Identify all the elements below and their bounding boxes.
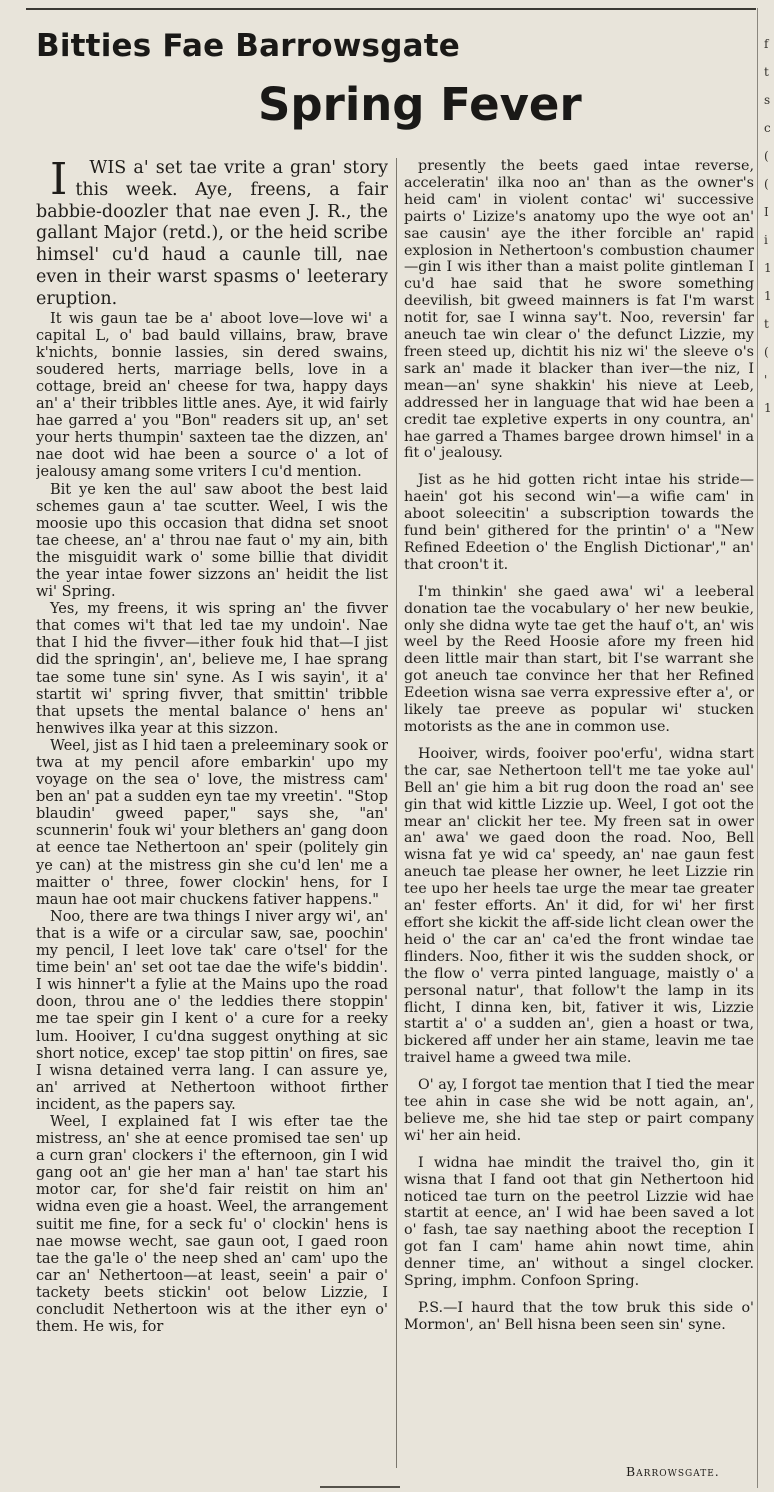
edge-letter: 1 [764,401,772,415]
top-rule [26,8,756,10]
edge-letter: ( [764,177,769,191]
article-paragraph: presently the beets gaed intae reverse, acceleratin' ilka noo an' than as the owner's heid cam' in violent contac' wi' successive pairts o' Lizize's anatomy upo the wye oot an' sae causin' aye the ither forcible an' rapid explosion in Nethertoon's combustion chaumer—gin I wis ither than a maist polite gintleman I cu'd hae said that he swore something deevilish, bit gweed mainners is fat I'm warst notit for, sae I winna say't. Noo, reversin' far aneuch tae win clear o' the defunct Lizzie, my freen steed up, dichtit his niz wi' the sleeve o's sark an' made it blacker than iver—the niz, I mean—an' syne shakkin' his nieve at Leeb, addressed her in language that wid hae been a credit tae expletive experts in ony countra, an' hae garred a Thames bargee drown himsel' in a fit o' jealousy. [404,158,754,462]
byline-signature: Barrowsgate. [626,1464,720,1479]
article-paragraph: Hooiver, wirds, fooiver poo'erfu', widna start the car, sae Nethertoon tell't me tae yoke aul' Bell an' gie him a bit rug doon the road an' see gin that wid kittle Lizzie up. Weel, I got oot the mear an' clickit her tee. My freen sat in ower an' awa' we gaed doon the road. Noo, Bell wisna fat ye wid ca' speedy, an' nae gaun fest aneuch tae please her owner, he leet Lizzie rin tee upo her heels tae urge the mear tae greater an' fester efforts. An' it did, for wi' her first effort she kickit the aff-side licht clean ower the heid o' the car an' ca'ed the front windae tae flinders. Noo, fither it wis the sudden shock, or the flow o' verra pinted language, maistly o' a personal natur', that follow't the lamp in its flicht, I dinna ken, bit, fativer it wis, Lizzie startit a' o' a sudden an', gien a hoast or twa, bickered aff under her ain stame, leavin me tae traivel hame a gweed twa mile. [404,745,754,1067]
edge-letter: 1 [764,261,772,275]
edge-letter: i [764,233,768,247]
lead-paragraph [36,158,388,311]
edge-letter: ( [764,149,769,163]
right-column-rule [757,8,758,1488]
article-paragraph: Bit ye ken the aul' saw aboot the best laid schemes gaun a' tae scutter. Weel, I wis the moosie upo this occasion that didna set snoot tae cheese, an' a' throu nae faut o' my ain, bith the misguidit wark o' some billie that dividit the year intae fower sizzons an' heidit the list wi' Spring. [36,481,388,601]
article-paragraph: Weel, I explained fat I wis efter tae the mistress, an' she at eence promised tae sen' up a curn gran' clockers i' the efternoon, gin I wid gang oot an' gie her man a' han' tae start his motor car, for she'd fair reistit on him an' widna even gie a hoast. Weel, the arrangement suitit me fine, for a seck fu' o' clockin' hens is nae mowse wecht, sae gaun oot, I gaed roon tae the ga'le o' the neep shed an' cam' upo the car an' Nethertoon—at least, seein' a pair o' tackety beets stickin' oot below Lizzie, I concludit Nethertoon wis at the ither eyn o' them. He wis, for [36,1113,388,1336]
article-paragraph: I widna hae mindit the traivel tho, gin it wisna that I fand oot that gin Nethertoon hid noticed tae turn on the peetrol Lizzie wid hae startit at eence, an' I wid hae been saved a lot o' fash, tae say naething aboot the reception I got fan I cam' hame ahin nowt time, ahin denner time, an' without a singel clocker. Spring, imphm. Confoon Spring. [404,1154,754,1290]
edge-letter: c [764,121,771,135]
edge-letter: t [764,317,769,331]
article-paragraph: I'm thinkin' she gaed awa' wi' a leeberal donation tae the vocabulary o' her new beukie, only she didna wyte tae get the hauf o't, an' wis weel by the Reed Hoosie afore my freen hid deen little mair than start, bit I'se warrant she got aneuch tae convince her that her Refined Edeetion wisna sae verra expressive efter a', or likely tae preeve as popular wi' stucken motorists as the ane in common use. [404,583,754,735]
article-paragraph: Weel, jist as I hid taen a preleeminary sook or twa at my pencil afore embarkin' upo my voyage on the sea o' love, the mistress cam' ben an' pat a sudden eyn tae my vreetin'. "Stop blaudin' gweed paper," says she, "an' scunnerin' fouk wi' your blethers an' gang doon at eence tae Nethertoon an' speir (politely gin ye can) at the mistress gin she cu'd len' me a maitter o' three, fower clockin' hens, for I maun hae oot mair chuckens fativer happens." [36,737,388,908]
edge-letter: s [764,93,771,107]
column-title: Bitties Fae Barrowsgate [36,28,460,64]
bottom-rule [320,1486,400,1488]
article-paragraph: O' ay, I forgot tae mention that I tied the mear tee ahin in case she wid be nott again, an', believe me, she hid tae step or pairt company wi' her ain heid. [404,1077,754,1144]
column-divider [396,158,397,1468]
article-paragraph: Yes, my freens, it wis spring an' the fivver that comes wi't that led tae my undoin'. Nae that I hid the fivver—ither fouk hid that—I jist did the springin', an', believe me, I hae sprang tae some tune sin' syne. As I wis sayin', it a' startit wi' spring fivver, that smittin' tribble that upsets the mental balance o' hens an' henwives ilka year at this sizzon. [36,601,388,737]
edge-letter: ( [764,345,769,359]
article-paragraph: Jist as he hid gotten richt intae his stride—haein' got his second win'—a wifie cam' in aboot soleecitin' a subscription towards the fund bein' githered for the printin' o' a "New Refined Edeetion o' the English Dictionar'," an' that croon't it. [404,472,754,573]
article-paragraph: It wis gaun tae be a' aboot love—love wi' a capital L, o' bad bauld villains, braw, brave k'nichts, bonnie lassies, sin dered swains, soudered herts, marriage bells, love in a cottage, breid an' cheese for twa, happy days an' a' their tribbles little anes. Aye, it wid fairly hae garred a' you "Bon" readers sit up, an' set your herts thumpin' saxteen tae the dizzen, an' nae doot wid hae been a source o' a lot of jealousy amang some vriters I cu'd mention. [36,310,388,481]
edge-letter: f [764,37,769,51]
adjacent-column-edge [764,30,774,422]
article-column-right [404,158,754,1478]
edge-letter: t [764,65,769,79]
article-headline: Spring Fever [258,78,582,131]
edge-letter: ' [764,373,768,387]
article-paragraph: P.S.—I haurd that the tow bruk this side o' Mormon', an' Bell hisna been seen sin' syne. [404,1300,754,1333]
drop-cap: I [50,158,68,205]
article-column-left [36,158,388,1478]
lead-text: WIS a' set tae vrite a gran' story this week. Aye, freens, a fair babbie-doozler that nae even J. R., the gallant Major (retd.), or the heid scribe himsel' cu'd haud a caunle till, nae even in their warst spasms o' leeterary eruption. [36,158,388,309]
article-paragraph: Noo, there are twa things I niver argy wi', an' that is a wife or a circular saw, sae, poochin' my pencil, I leet love tak' care o'tsel' for the time bein' an' set oot tae dae the wife's biddin'. I wis hinner't a fylie at the Mains upo the road doon, throu ane o' the leddies there stoppin' me tae speir gin I kent o' a cure for a reeky lum. Hooiver, I cu'dna suggest onything at sic short notice, excep' tae stop pittin' on fires, sae I wisna detained verra lang. I can assure ye, an' arrived at Nethertoon withoot firther incident, as the papers say. [36,908,388,1113]
edge-letter: I [764,205,769,219]
edge-letter: 1 [764,289,772,303]
